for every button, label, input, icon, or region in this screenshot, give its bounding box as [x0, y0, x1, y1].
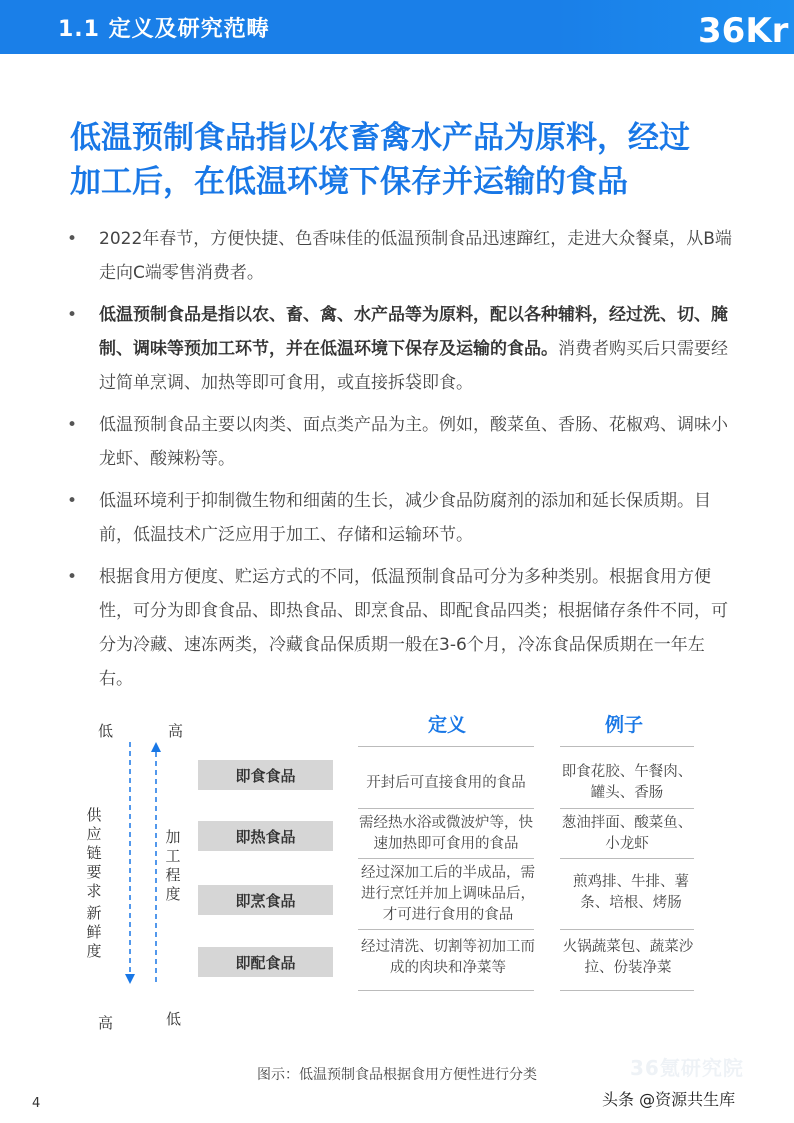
up-arrow-head	[151, 742, 161, 752]
divider	[358, 929, 534, 930]
bullet-item	[66, 298, 736, 400]
bullet-item	[66, 408, 736, 476]
definition-cell: 经过深加工后的半成品，需进行烹饪并加上调味品后，才可进行食用的食品	[361, 864, 535, 923]
bullet-text: 消费者购买后只需要经过简单烹调、加热等即可食用，或直接拆袋即食。	[99, 339, 728, 393]
freshness-label: 新鲜度	[86, 904, 102, 960]
definition-cell: 开封后可直接食用的食品	[366, 774, 526, 791]
example-cell: 即食花胶、午餐肉、罐头、香肠	[561, 764, 693, 801]
bullet-dot: •	[66, 305, 78, 325]
bullet-bold-text: 低温预制食品是指以农、畜、禽、水产品等为原料，配以各种辅料，经过洗、切、腌制、调味等预加工环节，并在低温环境下保存及运输的食品。	[99, 305, 728, 359]
divider	[560, 746, 694, 747]
example-cell: 火锅蔬菜包、蔬菜沙拉、份装净菜	[562, 939, 694, 976]
divider	[358, 808, 534, 809]
section-title: 1.1 定义及研究范畴	[58, 17, 270, 42]
bullet-text: 低温环境利于抑制微生物和细菌的生长，减少食品防腐剂的添加和延长保质期。目前，低温技术广泛应用于加工、存储和运输环节。	[99, 491, 711, 545]
category-instant-eat: 即食食品	[198, 760, 333, 790]
processing-degree-label: 加工程度	[165, 828, 181, 903]
example-cell: 葱油拌面、酸菜鱼、小龙虾	[561, 815, 693, 852]
down-arrow-head	[125, 974, 135, 984]
example-cell: 煎鸡排、牛排、薯条、培根、烤肠	[573, 874, 689, 911]
logo-text: 36Kr	[698, 11, 789, 51]
definition-cell: 需经热水浴或微波炉等，快速加热即可食用的食品	[359, 815, 533, 852]
category-instant-heat: 即热食品	[198, 821, 333, 851]
divider	[358, 746, 534, 747]
definition-cell: 经过清洗、切割等初加工而成的肉块和净菜等	[361, 939, 535, 976]
axis-arrows	[118, 738, 168, 988]
divider	[560, 990, 694, 991]
divider	[560, 808, 694, 809]
page-heading	[70, 116, 750, 204]
right-axis-bottom-label: 低	[166, 1010, 182, 1028]
divider	[358, 990, 534, 991]
bullet-text: 根据食用方便度、贮运方式的不同，低温预制食品可分为多种类别。根据食用方便性，可分为即食食品、即热食品、即烹食品、即配食品四类；根据储存条件不同，可分为冷藏、速冻两类，冷藏食品保质期一般在3-6个月，冷冻食品保质期在一年左右。	[99, 567, 728, 689]
heading-line-2: 加工后，在低温环境下保存并运输的食品	[70, 164, 628, 200]
bullet-list	[66, 222, 736, 704]
supply-chain-label: 供应链要求	[86, 806, 102, 900]
bullet-text: 低温预制食品主要以肉类、面点类产品为主。例如，酸菜鱼、香肠、花椒鸡、调味小龙虾、酸辣粉等。	[99, 415, 728, 469]
divider	[560, 858, 694, 859]
bullet-dot: •	[66, 229, 78, 249]
definition-column-header: 定义	[428, 714, 467, 736]
bullet-text: 2022年春节，方便快捷、色香味佳的低温预制食品迅速蹿红，走进大众餐桌，从B端走向C端零售消费者。	[99, 229, 732, 283]
left-axis-top-label: 低	[98, 722, 114, 740]
right-axis-top-label: 高	[168, 722, 184, 740]
figure-caption: 图示：低温预制食品根据食用方便性进行分类	[257, 1067, 537, 1083]
examples-column-header: 例子	[605, 714, 644, 736]
page-number: 4	[32, 1096, 41, 1111]
watermark: 36氪研究院	[630, 1056, 744, 1080]
left-axis-bottom-label: 高	[98, 1014, 114, 1032]
category-instant-cook: 即烹食品	[198, 885, 333, 915]
bullet-dot: •	[66, 567, 78, 587]
source-tag: 头条 @资源共生库	[602, 1090, 736, 1109]
bullet-item	[66, 560, 736, 696]
heading-line-1: 低温预制食品指以农畜禽水产品为原料，经过	[70, 120, 690, 156]
divider	[358, 858, 534, 859]
divider	[560, 929, 694, 930]
bullet-item	[66, 484, 736, 552]
bullet-dot: •	[66, 415, 78, 435]
bullet-dot: •	[66, 491, 78, 511]
36kr-logo	[696, 0, 794, 54]
category-instant-prep: 即配食品	[198, 947, 333, 977]
bullet-item	[66, 222, 736, 290]
